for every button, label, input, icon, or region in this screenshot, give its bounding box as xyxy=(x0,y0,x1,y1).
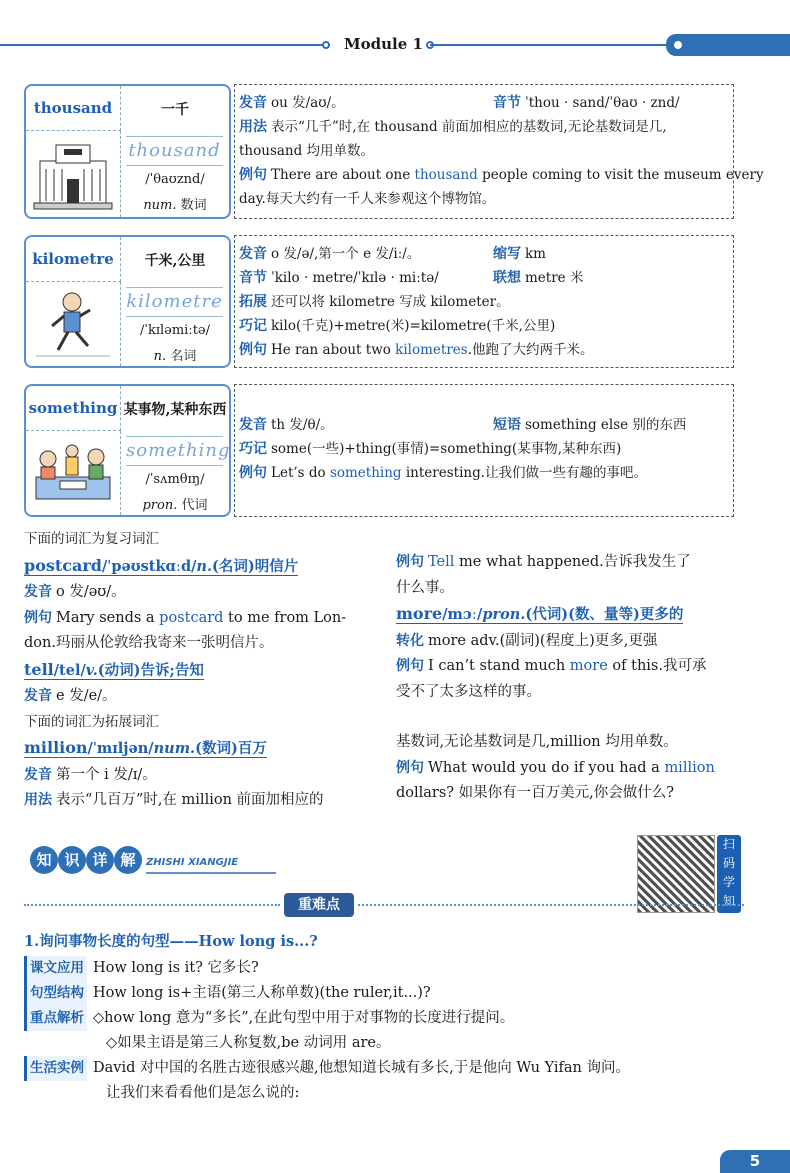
museum-icon xyxy=(26,131,119,217)
card-word: thousand xyxy=(26,86,121,131)
word-card-thousand xyxy=(24,84,231,219)
detail-box-thousand: 发音 ou 发/aʊ/。 音节 ˈthou · sand/ˈθaʊ · znd/ 用法 表示“几千”时,在 thousand 前面加相应的基数词,无论基数词是几, thousand 均用单数。 例句 There are about one thousand people coming to visit the museum every day.每天大约有一千人来参观这个博物馆。 xyxy=(234,84,734,219)
detail-box-kilometre: 发音 o 发/ə/,第一个 e 发/iː/。 缩写 km 音节 ˈkilo · metre/ˈkɪlə · miːtə/ 联想 metre 米 拓展 还可以将 kilometre 写成 kilometer。 巧记 kilo(千克)+metre(米)=kilometre(千米,公里) 例句 He ran about two kilometres.他跑了大约两千米。 xyxy=(234,235,734,368)
running-boy-icon xyxy=(26,282,119,366)
banner-char: 详 xyxy=(92,851,108,869)
qr-code-image[interactable] xyxy=(637,835,715,913)
header-tab xyxy=(666,34,790,56)
runner-illustration xyxy=(26,282,121,366)
card-word: kilometre xyxy=(26,237,121,282)
museum-illustration xyxy=(26,131,121,217)
extension-note: 下面的词汇为拓展词汇 xyxy=(24,713,159,730)
page-number: 5 xyxy=(720,1150,790,1173)
banner-char: 知 xyxy=(36,851,52,869)
divider-right xyxy=(358,904,744,906)
card-meaning: 一千 xyxy=(161,101,189,118)
header-dot-left xyxy=(322,41,330,49)
key-points-label: 重难点 xyxy=(284,893,354,917)
card-meaning: 某事物,某种东西 xyxy=(123,401,227,418)
header-rule-right xyxy=(430,44,670,46)
card-phonetic: /ˈθaʊznd/ xyxy=(145,172,205,187)
review-note: 下面的词汇为复习词汇 xyxy=(24,531,159,547)
banner-char: 解 xyxy=(120,851,136,869)
entry-postcard-head: postcard/ˈpəʊstkɑːd/n.(名词)明信片 xyxy=(24,555,299,575)
left-column: 下面的词汇为复习词汇 postcard/ˈpəʊstkɑːd/n.(名词)明信片 发音 o 发/əʊ/。 例句 Mary sends a postcard to me from Lon- don.玛丽从伦敦给我寄来一张明信片。 tell/tel/v.(动词)告诉;告知 发音 e 发/e/。 下面的词汇为拓展词汇 million/ˈmɪljən/num.(数词)百万 发音 第一个 i 发/ɪ/。 用法 表示“几百万”时,在 million 前面加相应的 xyxy=(24,527,376,814)
card-phonetic: /ˈkɪləmiːtə/ xyxy=(139,323,210,338)
word-card-something xyxy=(24,384,231,517)
kids-illustration xyxy=(26,431,121,515)
card-pos: n. 名词 xyxy=(153,349,197,364)
banner-pinyin: ZHISHI XIANGJIE xyxy=(146,857,239,868)
entry-tell-head: tell/tel/v.(动词)告诉;告知 xyxy=(24,659,204,679)
header-rule-left xyxy=(0,44,330,46)
module-title: Module 1 xyxy=(344,35,423,53)
detail-box-something: 发音 th 发/θ/。 短语 something else 别的东西 巧记 some(一些)+thing(事情)=something(某事物,某种东西) 例句 Let’s do something interesting.让我们做一些有趣的事吧。 xyxy=(234,384,734,517)
qr-tag: 扫 码 学 知 识 xyxy=(717,835,741,913)
section-how-long: 1.询问事物长度的句型——How long is...? 课文应用 How long is it? 它多长? 句型结构 How long is+主语(第三人称单数)(the ruler,it...)? 重点解析 ◇how long 意为“多长”,在此句型中用于对事物的长度进行提问。 ◇如果主语是第三人称复数,be 动词用 are。 生活实例 David 对中国的名胜古迹很感兴趣,他想知道长城有多长,于是他向 Wu Yifan 询问。 让我们来看看他们是怎么说的: xyxy=(24,929,764,1106)
card-phonetic: /ˈsʌmθɪŋ/ xyxy=(145,472,205,487)
card-word: something xyxy=(26,386,121,431)
card-handwriting: kilometre xyxy=(126,287,223,317)
section-banner xyxy=(28,843,278,877)
entry-more-head: more/mɔː/pron.(代词)(数、量等)更多的 xyxy=(396,604,684,623)
card-pos: num. 数词 xyxy=(143,198,207,213)
section-title: 1.询问事物长度的句型——How long is...? xyxy=(24,933,318,950)
entry-million-head: million/ˈmɪljən/num.(数词)百万 xyxy=(24,738,267,757)
divider-left xyxy=(24,904,280,906)
card-handwriting: something xyxy=(126,436,223,466)
card-pos: pron. 代词 xyxy=(142,498,208,513)
right-column: 例句 Tell me what happened.告诉我发生了 什么事。 more/mɔː/pron.(代词)(数、量等)更多的 转化 more adv.(副词)(程度上)更多,更强 例句 I can’t stand much more of this.我可承 受不了太多这样的事。 基数词,无论基数词是几,million 均用单数。 例句 What would you do if you had a million dollars? 如果你有一百万美元,你会做什么? xyxy=(396,550,744,807)
card-handwriting: thousand xyxy=(126,136,223,166)
card-meaning: 千米,公里 xyxy=(144,252,206,269)
children-table-icon xyxy=(26,431,119,515)
word-card-kilometre xyxy=(24,235,231,368)
banner-char: 识 xyxy=(64,851,80,869)
